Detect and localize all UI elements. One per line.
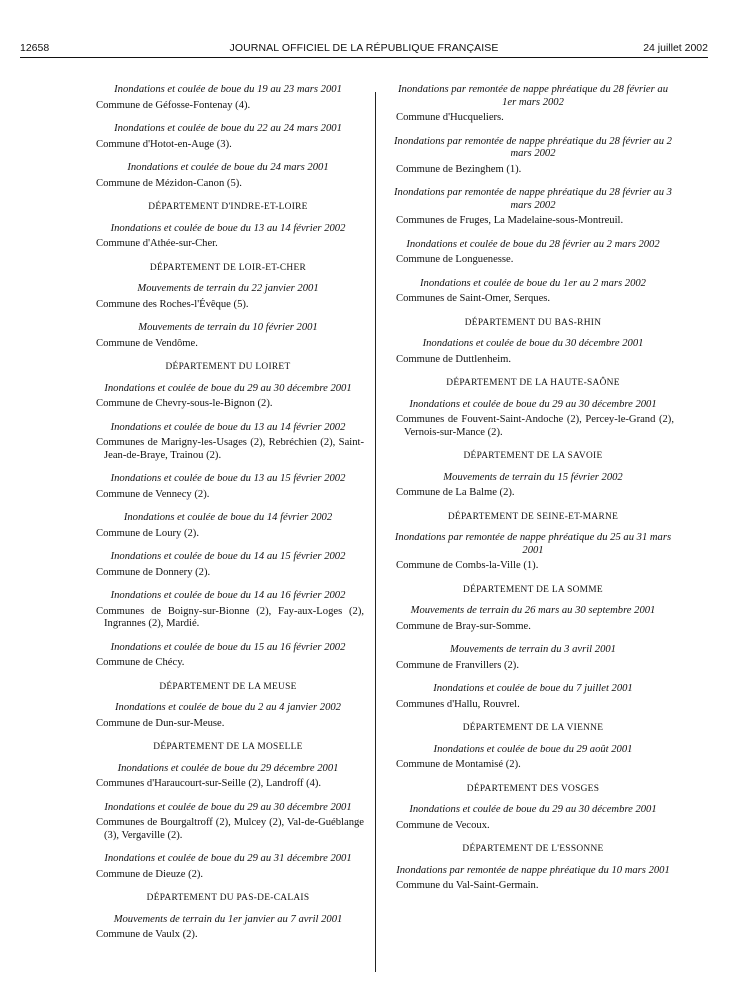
department-heading: DÉPARTEMENT DE L'ESSONNE [462,844,604,854]
disaster-condition: Inondations par remontée de nappe phréatique du 28 février au 3 mars 2002 [394,187,672,211]
disaster-condition: Mouvements de terrain du 10 février 2001 [138,322,318,333]
commune-list: Commune de Géfosse-Fontenay (4). [96,99,251,111]
commune-list: Commune de Vendôme. [96,337,198,349]
commune-list: Commune de Chécy. [96,657,185,668]
decree-entry [92,322,364,350]
commune-list: Commune de Loury (2). [96,527,199,539]
decree-entry [92,914,364,942]
disaster-condition: Mouvements de terrain du 26 mars au 30 septembre 2001 [410,605,656,616]
department-heading: DÉPARTEMENT DE LA SOMME [463,584,603,595]
department-block [392,511,674,524]
department-block [392,317,674,330]
disaster-condition: Inondations et coulée de boue du 29 au 30 décembre 2001 [409,398,657,410]
disaster-condition: Inondations et coulée de boue du 29 au 30 décembre 2001 [104,382,352,394]
disaster-condition: Inondations par remontée de nappe phréatique du 28 février au 2 mars 2002 [394,135,672,159]
decree-entry [392,644,674,672]
disaster-condition: Inondations et coulée de boue du 29 au 31 décembre 2001 [104,853,352,864]
department-block [392,450,674,463]
decree-entry [392,532,674,573]
department-heading: DÉPARTEMENT DE LA VIENNE [462,723,604,733]
left-column [92,84,364,953]
decree-entry [92,223,364,251]
decree-entry [392,683,674,711]
commune-list: Commune de Vennecy (2). [96,488,210,500]
right-column [392,84,674,904]
decree-entry [392,84,674,125]
department-block [392,377,674,390]
commune-list: Commune de Donnery (2). [96,566,211,578]
commune-list: Commune de Franvillers (2). [396,659,519,671]
decree-entry [92,551,364,579]
decree-entry [392,278,674,306]
disaster-condition: Inondations et coulée de boue du 19 au 23 mars 2001 [114,84,342,95]
commune-list: Commune de Vaulx (2). [96,929,198,940]
decree-entry [392,338,674,366]
disaster-condition: Inondations et coulée de boue du 24 mars 2001 [127,162,329,173]
decree-entry [392,187,674,228]
decree-entry [392,865,674,893]
disaster-condition: Inondations et coulée de boue du 1er au 2 mars 2002 [420,277,646,289]
department-heading: DÉPARTEMENT D'INDRE-ET-LOIRE [148,202,308,212]
decree-entry [92,162,364,190]
department-heading: DÉPARTEMENT DE LA MEUSE [159,681,297,692]
disaster-condition: Inondations et coulée de boue du 22 au 24 mars 2001 [114,123,342,134]
department-block [392,722,674,735]
department-block [392,843,674,856]
department-heading: DÉPARTEMENT DE LA SAVOIE [463,451,603,461]
disaster-condition: Inondations et coulée de boue du 14 février 2002 [123,512,333,523]
decree-entry [392,605,674,633]
commune-list: Commune de Dieuze (2). [96,868,204,880]
commune-list: Communes de Marigny-les-Usages (2), Rebréchien (2), Saint-Jean-de-Braye, Trainou (2). [96,437,364,461]
department-heading: DÉPARTEMENT DU BAS-RHIN [464,317,602,328]
disaster-condition: Inondations et coulée de boue du 13 au 15 février 2002 [110,473,346,484]
department-heading: DÉPARTEMENT DE LA HAUTE-SAÔNE [446,378,620,388]
commune-list: Communes de Boigny-sur-Bionne (2), Fay-aux-Loges (2), Ingrannes (2), Mardié. [96,605,364,629]
disaster-condition: Inondations et coulée de boue du 29 décembre 2001 [117,762,339,774]
decree-entry [392,472,674,500]
decree-entry [392,136,674,177]
page-number: 12658 [20,42,50,54]
disaster-condition: Inondations et coulée de boue du 13 au 14 février 2002 [110,421,346,433]
disaster-condition: Inondations par remontée de nappe phréatique du 25 au 31 mars 2001 [394,532,672,556]
department-block [92,201,364,214]
department-block [92,262,364,275]
decree-entry [392,239,674,267]
department-block [392,783,674,796]
commune-list: Commune de Longuenesse. [396,254,514,265]
commune-list: Communes de Bourgaltroff (2), Mulcey (2), Val-de-Guéblange (3), Vergaville (2). [96,817,364,841]
disaster-condition: Inondations et coulée de boue du 29 au 30 décembre 2001 [104,801,352,813]
decree-entry [92,590,364,631]
department-heading: DÉPARTEMENT DE LOIR-ET-CHER [149,262,307,273]
commune-list: Commune de Montamisé (2). [396,759,521,770]
decree-entry [392,399,674,440]
decree-entry [92,802,364,843]
commune-list: Commune de Vecoux. [396,819,490,831]
column-divider [375,92,376,972]
commune-list: Commune de Dun-sur-Meuse. [96,717,225,729]
decree-entry [92,763,364,791]
department-heading: DÉPARTEMENT DE SEINE-ET-MARNE [447,511,619,522]
commune-list: Commune du Val-Saint-Germain. [396,880,539,891]
decree-entry [92,383,364,411]
department-block [92,741,364,754]
decree-entry [92,512,364,540]
commune-list: Commune de Bezinghem (1). [396,163,522,175]
department-heading: DÉPARTEMENT DU LOIRET [165,362,291,372]
decree-entry [92,123,364,151]
department-heading: DÉPARTEMENT DES VOSGES [466,783,600,794]
department-block [92,681,364,694]
commune-list: Communes de Saint-Omer, Serques. [396,293,551,304]
commune-list: Commune de La Balme (2). [396,487,515,498]
disaster-condition: Mouvements de terrain du 15 février 2002 [443,471,623,483]
journal-title: JOURNAL OFFICIEL DE LA RÉPUBLIQUE FRANÇAISE [229,42,499,54]
commune-list: Commune des Roches-l'Évêque (5). [96,298,249,310]
disaster-condition: Inondations et coulée de boue du 14 au 15 février 2002 [110,551,346,562]
disaster-condition: Inondations et coulée de boue du 14 au 16 février 2002 [110,590,346,601]
commune-list: Communes de Fouvent-Saint-Andoche (2), Percey-le-Grand (2), Vernois-sur-Mance (2). [396,414,674,438]
decree-entry [92,422,364,463]
disaster-condition: Inondations et coulée de boue du 15 au 16 février 2002 [110,641,346,653]
decree-entry [392,804,674,832]
header-rule [20,57,708,58]
department-block [392,584,674,597]
disaster-condition: Inondations et coulée de boue du 29 août 2001 [433,743,633,755]
disaster-condition: Mouvements de terrain du 3 avril 2001 [450,644,616,655]
disaster-condition: Inondations par remontée de nappe phréatique du 10 mars 2001 [396,864,670,876]
disaster-condition: Inondations et coulée de boue du 30 décembre 2001 [422,338,644,349]
department-block [92,892,364,905]
commune-list: Commune d'Athée-sur-Cher. [96,238,218,249]
disaster-condition: Mouvements de terrain du 22 janvier 2001 [137,283,319,294]
decree-entry [92,84,364,112]
disaster-condition: Inondations et coulée de boue du 28 février au 2 mars 2002 [406,238,660,250]
commune-list: Communes d'Haraucourt-sur-Seille (2), Landroff (4). [96,778,322,789]
disaster-condition: Inondations et coulée de boue du 7 juillet 2001 [433,683,633,694]
page-header [20,40,708,58]
department-heading: DÉPARTEMENT DE LA MOSELLE [153,742,303,752]
commune-list: Communes de Fruges, La Madelaine-sous-Montreuil. [396,215,624,226]
commune-list: Commune de Bray-sur-Somme. [396,620,531,632]
decree-entry [92,702,364,730]
disaster-condition: Inondations par remontée de nappe phréatique du 28 février au 1er mars 2002 [398,84,668,108]
decree-entry [92,283,364,311]
commune-list: Communes d'Hallu, Rouvrel. [396,698,520,710]
decree-entry [92,473,364,501]
commune-list: Commune d'Hotot-en-Auge (3). [96,138,232,150]
disaster-condition: Inondations et coulée de boue du 2 au 4 janvier 2002 [115,702,341,713]
commune-list: Commune d'Hucqueliers. [396,112,504,123]
decree-entry [92,853,364,881]
disaster-condition: Inondations et coulée de boue du 29 au 30 décembre 2001 [409,804,657,815]
disaster-condition: Mouvements de terrain du 1er janvier au 7 avril 2001 [113,913,343,925]
commune-list: Commune de Combs-la-Ville (1). [396,560,539,571]
commune-list: Commune de Duttlenheim. [396,353,512,365]
decree-entry [392,744,674,772]
commune-list: Commune de Mézidon-Canon (5). [96,177,242,189]
disaster-condition: Inondations et coulée de boue du 13 au 14 février 2002 [110,222,346,234]
commune-list: Commune de Chevry-sous-le-Bignon (2). [96,398,273,409]
department-block [92,361,364,374]
decree-entry [92,642,364,670]
department-heading: DÉPARTEMENT DU PAS-DE-CALAIS [146,893,310,903]
publication-date: 24 juillet 2002 [643,42,708,54]
